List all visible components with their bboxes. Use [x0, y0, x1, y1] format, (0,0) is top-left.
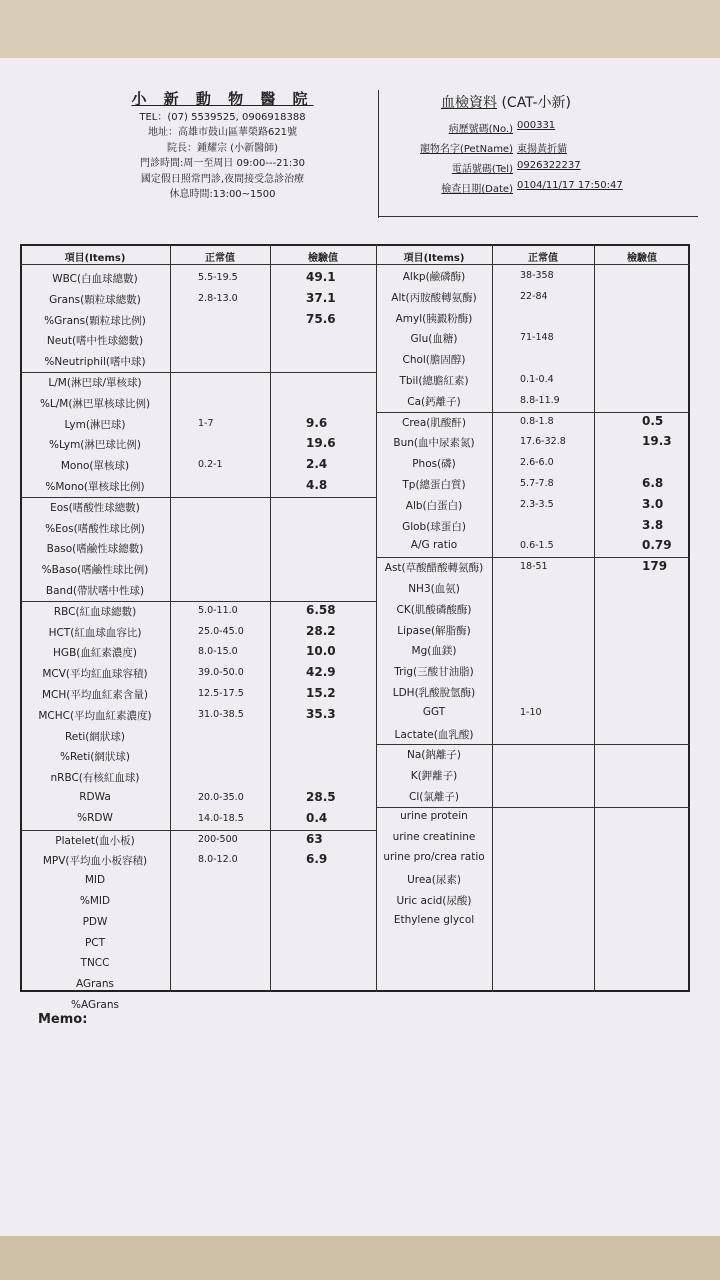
- left-row-normal: 1-7: [198, 417, 214, 429]
- record-field-value: 0926322237: [517, 160, 581, 171]
- right-row-item: urine protein: [400, 809, 468, 822]
- right-row-item: Tbil(總膽紅素): [399, 375, 469, 387]
- left-row-item: Eos(嗜酸性球總數): [50, 501, 140, 514]
- left-row-result: 19.6: [306, 436, 336, 451]
- left-row-result: 9.6: [306, 415, 328, 430]
- record-field: [395, 120, 695, 134]
- record-title-text: 血檢資料: [441, 95, 497, 111]
- left-group-rule: [20, 601, 376, 602]
- left-row-item: MCHC(平均血紅素濃度): [38, 709, 152, 722]
- left-row-item: Mono(單核球): [60, 460, 130, 473]
- header-rule: [20, 264, 690, 265]
- right-row-normal: 22-84: [520, 290, 548, 302]
- header-normal: 正常值: [528, 253, 558, 264]
- left-row-normal: 14.0-18.5: [198, 812, 244, 824]
- right-row-item: Glob(球蛋白): [402, 520, 466, 533]
- record-info: [395, 92, 695, 200]
- record-field: [395, 140, 695, 154]
- right-row-item: Crea(肌酸酐): [401, 416, 466, 429]
- left-row-item: MCV(平均紅血球容積): [42, 668, 148, 681]
- left-row-normal: 200-500: [198, 833, 238, 845]
- left-group-rule: [20, 372, 376, 373]
- right-row-item: urine creatinine: [392, 830, 476, 843]
- left-row-item: %Grans(顆粒球比例): [44, 314, 146, 327]
- left-row-item: Grans(顆粒球總數): [49, 293, 141, 306]
- right-row-item: Ca(鈣離子): [407, 395, 461, 408]
- right-row-item: Ethylene glycol: [393, 913, 475, 926]
- left-row-item: PDW: [82, 915, 108, 928]
- right-row-result: 3.0: [642, 496, 664, 511]
- table-surface: [0, 1236, 720, 1280]
- right-row-item: Uric acid(尿酸): [396, 895, 472, 907]
- left-row-item: %Neutriphil(嗜中球): [44, 356, 146, 369]
- left-row-result: 42.9: [306, 665, 336, 680]
- header-result: 檢驗值: [308, 253, 338, 264]
- right-row-result: 179: [642, 559, 668, 574]
- clinic-header: [100, 92, 345, 203]
- left-row-result: 75.6: [306, 311, 336, 326]
- right-row-item: Lactate(血乳酸): [394, 728, 474, 741]
- left-row-item: AGrans: [75, 978, 114, 991]
- left-row-normal: 8.0-12.0: [198, 854, 238, 866]
- clinic-tel: TEL：(07) 5539525, 0906918388: [139, 111, 306, 123]
- right-row-item: Tp(總蛋白質): [402, 479, 466, 491]
- left-row-normal: 39.0-50.0: [198, 667, 244, 679]
- left-row-normal: 5.5-19.5: [198, 272, 238, 283]
- record-field-value: 東揚黃折貓: [517, 144, 567, 155]
- clinic-address: 地址：高雄市鼓山區華榮路621號: [147, 127, 298, 138]
- left-row-item: HCT(紅血球血容比): [48, 626, 142, 639]
- right-row-item: GGT: [422, 705, 446, 718]
- column-divider: [270, 244, 271, 992]
- clinic-rest: 休息時間:13:00~1500: [169, 189, 276, 200]
- left-row-item: %Eos(嗜酸性球比例): [45, 522, 145, 535]
- left-group-rule: [20, 497, 376, 498]
- left-row-result: 10.0: [306, 644, 336, 659]
- right-row-result: 6.8: [642, 476, 664, 490]
- left-row-item: HGB(血紅素濃度): [53, 647, 137, 660]
- left-row-item: MPV(平均血小板容積): [42, 855, 148, 868]
- right-row-item: Urea(尿素): [407, 874, 461, 887]
- header-item: 項目(Items): [64, 253, 126, 264]
- right-row-item: Amyl(胰澱粉酶): [395, 312, 473, 325]
- record-field-label: 寵物名字(PetName): [419, 144, 513, 155]
- right-row-normal: 0.1-0.4: [520, 374, 554, 385]
- left-row-item: Neut(嗜中性球總數): [46, 335, 144, 348]
- right-row-item: Mg(血鎂): [411, 645, 457, 658]
- clinic-director: 院長：鍾耀宗 (小新醫師): [167, 142, 278, 154]
- right-row-item: LDH(乳酸脫氫酶): [392, 687, 476, 699]
- right-row-result: 0.5: [642, 413, 664, 428]
- right-row-normal: 0.6-1.5: [520, 540, 554, 552]
- left-group-rule: [20, 830, 376, 831]
- right-row-result: 19.3: [642, 434, 672, 449]
- left-row-normal: 20.0-35.0: [198, 792, 244, 803]
- right-row-normal: 5.7-7.8: [520, 478, 554, 489]
- left-row-item: L/M(淋巴球/單核球): [48, 377, 142, 389]
- left-row-item: %Lym(淋巴球比例): [49, 439, 141, 452]
- header-normal: 正常值: [205, 253, 235, 264]
- clinic-hours: 門診時間:周一至周日 09:00---21:30: [139, 158, 305, 169]
- record-field-value: 000331: [517, 120, 556, 131]
- left-row-item: Platelet(血小板): [55, 834, 135, 847]
- right-row-normal: 0.8-1.8: [520, 415, 554, 427]
- right-group-rule: [376, 807, 690, 808]
- left-row-item: Lym(淋巴球): [64, 418, 126, 431]
- left-row-normal: 8.0-15.0: [198, 646, 238, 658]
- left-row-result: 6.9: [306, 852, 328, 867]
- left-row-item: MID: [84, 874, 106, 887]
- left-row-item: RDWa: [79, 791, 111, 803]
- left-row-item: %Reti(網狀球): [60, 751, 130, 764]
- right-row-item: Alkp(鹼磷酶): [402, 271, 466, 283]
- column-divider: [594, 244, 595, 992]
- right-row-normal: 38-358: [520, 270, 554, 281]
- left-row-item: Baso(嗜鹼性球總數): [46, 543, 144, 556]
- right-row-normal: 1-10: [520, 706, 542, 718]
- right-row-normal: 18-51: [520, 561, 548, 573]
- record-field-label: 電話號碼(Tel): [451, 164, 513, 175]
- left-row-item: WBC(白血球總數): [52, 273, 138, 285]
- left-row-result: 63: [306, 831, 323, 846]
- right-row-item: CK(肌酸磷酸酶): [396, 603, 472, 616]
- right-row-normal: 2.3-3.5: [520, 498, 554, 510]
- left-row-normal: 12.5-17.5: [198, 688, 244, 699]
- right-row-normal: 2.6-6.0: [520, 457, 554, 469]
- right-row-item: urine pro/crea ratio: [383, 851, 485, 864]
- column-divider: [492, 244, 493, 992]
- right-row-item: Na(鈉離子): [407, 749, 461, 762]
- record-subtitle: (CAT-小新): [501, 95, 571, 111]
- right-group-rule: [376, 412, 690, 413]
- right-group-rule: [376, 557, 690, 558]
- right-row-item: Lipase(解脂酶): [397, 624, 471, 637]
- left-row-result: 15.2: [306, 686, 336, 700]
- left-row-item: Band(帶狀嗜中性球): [45, 585, 145, 597]
- left-row-item: %Mono(單核球比例): [45, 481, 145, 493]
- left-row-item: Reti(網狀球): [64, 730, 125, 743]
- right-row-normal: 8.8-11.9: [520, 394, 560, 406]
- record-field-value: 0104/11/17 17:50:47: [517, 180, 623, 191]
- right-row-item: A/G ratio: [410, 539, 458, 552]
- left-row-normal: 5.0-11.0: [198, 604, 238, 616]
- right-row-item: Alt(丙胺酸轉氨酶): [391, 291, 477, 304]
- right-row-item: Phos(磷): [412, 458, 456, 471]
- left-row-result: 0.4: [306, 810, 328, 825]
- right-row-item: NH3(血氨): [408, 583, 460, 595]
- record-title: [441, 92, 695, 112]
- record-field: [395, 160, 695, 174]
- left-row-item: nRBC(有核紅血球): [50, 772, 140, 785]
- right-row-item: Cl(氯離子): [409, 791, 459, 803]
- header-item: 項目(Items): [403, 253, 465, 264]
- left-row-item: PCT: [84, 936, 106, 949]
- left-row-result: 35.3: [306, 706, 336, 721]
- left-row-result: 49.1: [306, 270, 336, 284]
- right-group-rule: [376, 744, 690, 745]
- record-field-label: 病歷號碼(No.): [448, 124, 513, 135]
- right-row-item: Ast(草酸醋酸轉氨酶): [384, 562, 484, 575]
- left-row-result: 2.4: [306, 457, 328, 472]
- left-row-normal: 31.0-38.5: [198, 708, 244, 720]
- left-row-item: TNCC: [80, 957, 110, 970]
- header-divider: [378, 90, 379, 218]
- left-row-item: %Baso(嗜鹼性球比例): [41, 564, 149, 577]
- right-row-item: Glu(血糖): [410, 333, 458, 346]
- left-row-item: %L/M(淋巴單核球比例): [39, 397, 151, 410]
- right-row-normal: 71-148: [520, 332, 554, 344]
- clinic-name: 小 新 動 物 醫 院: [131, 90, 314, 108]
- left-row-item: RBC(紅血球總數): [53, 605, 137, 618]
- right-row-result: 0.79: [642, 538, 672, 553]
- right-row-result: 3.8: [642, 517, 664, 532]
- header-result: 檢驗值: [627, 253, 657, 264]
- left-row-normal: 2.8-13.0: [198, 292, 238, 304]
- left-row-result: 28.2: [306, 623, 336, 638]
- header-underline: [378, 216, 698, 217]
- left-row-result: 4.8: [306, 478, 328, 492]
- right-row-item: Bun(血中尿素氮): [393, 437, 475, 450]
- left-row-normal: 25.0-45.0: [198, 625, 244, 637]
- memo-label: Memo:: [38, 1012, 88, 1027]
- left-row-item: MCH(平均血紅素含量): [42, 689, 148, 701]
- right-row-item: Alb(白蛋白): [405, 499, 463, 512]
- right-row-item: Trig(三酸甘油脂): [394, 666, 474, 679]
- right-row-item: K(鉀離子): [410, 770, 458, 783]
- left-row-normal: 0.2-1: [198, 459, 223, 471]
- left-row-item: %MID: [79, 895, 111, 907]
- left-row-result: 6.58: [306, 602, 336, 617]
- column-divider: [170, 244, 171, 992]
- right-row-item: Chol(膽固醇): [402, 354, 466, 367]
- left-row-item: %RDW: [77, 811, 113, 824]
- right-row-normal: 17.6-32.8: [520, 436, 566, 448]
- record-field-label: 檢查日期(Date): [441, 184, 513, 195]
- clinic-holiday: 國定假日照常門診,夜間接受急診治療: [140, 173, 305, 185]
- record-field: [395, 180, 695, 194]
- left-row-result: 37.1: [306, 290, 336, 305]
- left-row-item: %AGrans: [71, 999, 119, 1011]
- left-row-result: 28.5: [306, 790, 336, 804]
